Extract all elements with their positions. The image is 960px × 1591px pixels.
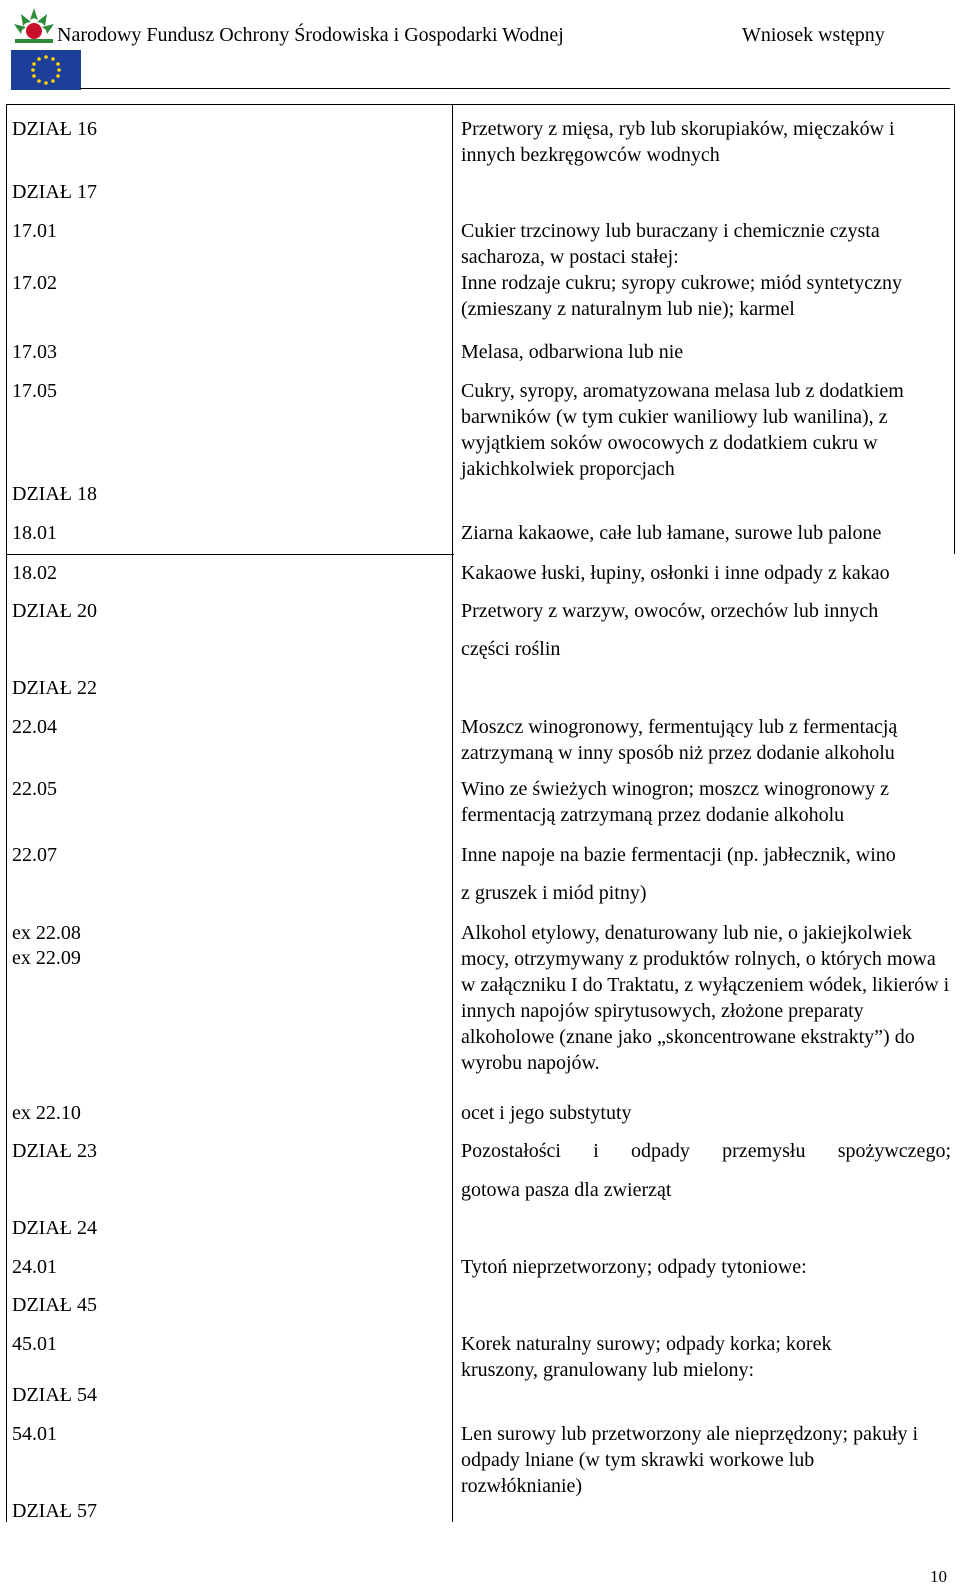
table-row-description: części roślin xyxy=(461,638,561,660)
table-row-description: Przetwory z warzyw, owoców, orzechów lub innych xyxy=(461,600,879,622)
table-row-description: Przetwory z mięsa, ryb lub skorupiaków, mięczaków i innych bezkręgowców wodnych xyxy=(461,118,895,166)
table-row-code: DZIAŁ 20 xyxy=(12,600,97,622)
table-row-code: 22.05 xyxy=(12,778,57,800)
table-row-code: DZIAŁ 22 xyxy=(12,677,97,699)
table-row-code: 18.02 xyxy=(12,562,57,584)
table-row-code: 17.05 xyxy=(12,380,57,402)
table-row-code: DZIAŁ 23 xyxy=(12,1140,97,1162)
table-row-code: 17.01 xyxy=(12,220,57,242)
table-row-description: Korek naturalny surowy; odpady korka; korek kruszony, granulowany lub mielony: xyxy=(461,1333,832,1381)
table-row-code: 54.01 xyxy=(12,1423,57,1445)
table-row-description: Inne rodzaje cukru; syropy cukrowe; miód syntetyczny (zmieszany z naturalnym lub nie); karmel xyxy=(461,272,902,320)
table-row-code: DZIAŁ 45 xyxy=(12,1294,97,1316)
table-row-code: 22.07 xyxy=(12,844,57,866)
header-title: Narodowy Fundusz Ochrony Środowiska i Gospodarki Wodnej xyxy=(57,24,564,46)
table-row-code: ex 22.09 xyxy=(12,947,81,969)
table-row-description: Inne napoje na bazie fermentacji (np. jabłecznik, wino xyxy=(461,844,896,866)
table-row-description: gotowa pasza dla zwierząt xyxy=(461,1179,672,1201)
table-top-border xyxy=(6,104,954,105)
table-row-description: Ziarna kakaowe, całe lub łamane, surowe lub palone xyxy=(461,522,882,544)
table-row-code: 18.01 xyxy=(12,522,57,544)
table-row-code: DZIAŁ 54 xyxy=(12,1384,97,1406)
table-row-code: 45.01 xyxy=(12,1333,57,1355)
table-row-description: Wino ze świeżych winogron; moszcz winogronowy z fermentacją zatrzymaną przez dodanie alkoholu xyxy=(461,778,889,826)
table-row-description: z gruszek i miód pitny) xyxy=(461,882,647,904)
table-row-description: Tytoń nieprzetworzony; odpady tytoniowe: xyxy=(461,1256,807,1278)
table-row-description: Cukry, syropy, aromatyzowana melasa lub z dodatkiem barwników (w tym cukier waniliowy lub wanilina), z wyjątkiem soków owocowych z dodatkiem cukru w jakichkolwiek proporcjach xyxy=(461,380,904,480)
table-row-description: Pozostałości i odpady przemysłu spożywczego; xyxy=(461,1140,951,1162)
table-row-code: DZIAŁ 17 xyxy=(12,181,97,203)
table-row-description: Kakaowe łuski, łupiny, osłonki i inne odpady z kakao xyxy=(461,562,890,584)
table-row-description: Len surowy lub przetworzony ale nieprzędzony; pakuły i odpady lniane (w tym skrawki workowe lub rozwłóknianie) xyxy=(461,1423,919,1497)
page-number: 10 xyxy=(930,1567,947,1586)
table-row-code: DZIAŁ 18 xyxy=(12,483,97,505)
header-doc-type: Wniosek wstępny xyxy=(742,24,885,46)
table-row-code: DZIAŁ 24 xyxy=(12,1217,97,1239)
table-row-description: Cukier trzcinowy lub buraczany i chemicznie czysta sacharoza, w postaci stałej: xyxy=(461,220,880,268)
table-row-code: 17.03 xyxy=(12,341,57,363)
table-row-code: ex 22.08 xyxy=(12,922,81,944)
table-row-description: ocet i jego substytuty xyxy=(461,1102,632,1124)
table-row-code: 24.01 xyxy=(12,1256,57,1278)
table-row-code: 17.02 xyxy=(12,272,57,294)
table-right-border xyxy=(954,104,955,554)
table-row-divider xyxy=(6,554,454,555)
table-column-divider xyxy=(452,104,453,1522)
table-row-description: Alkohol etylowy, denaturowany lub nie, o jakiejkolwiek mocy, otrzymywany z produktów rolnych, o których mowa w załączniku I do Traktatu, z wyłączeniem wódek, likierów i innych napojów spirytusowych, złożone preparaty alkoholowe (znane jako „skoncentrowane ekstrakty”) do wyrobu napojów. xyxy=(461,922,950,1074)
table-row-code: ex 22.10 xyxy=(12,1102,81,1124)
eu-flag-icon xyxy=(11,50,81,90)
table-row-description: Melasa, odbarwiona lub nie xyxy=(461,341,684,363)
table-row-code: DZIAŁ 16 xyxy=(12,118,97,140)
nfosigw-logo-icon xyxy=(11,6,57,46)
table-left-border xyxy=(6,104,7,1522)
page-header xyxy=(0,0,960,92)
table-row-code: 22.04 xyxy=(12,716,57,738)
table-row-description: Moszcz winogronowy, fermentujący lub z fermentacją zatrzymaną w inny sposób niż przez dodanie alkoholu xyxy=(461,716,898,764)
header-rule xyxy=(80,88,950,89)
table-row-code: DZIAŁ 57 xyxy=(12,1500,97,1522)
